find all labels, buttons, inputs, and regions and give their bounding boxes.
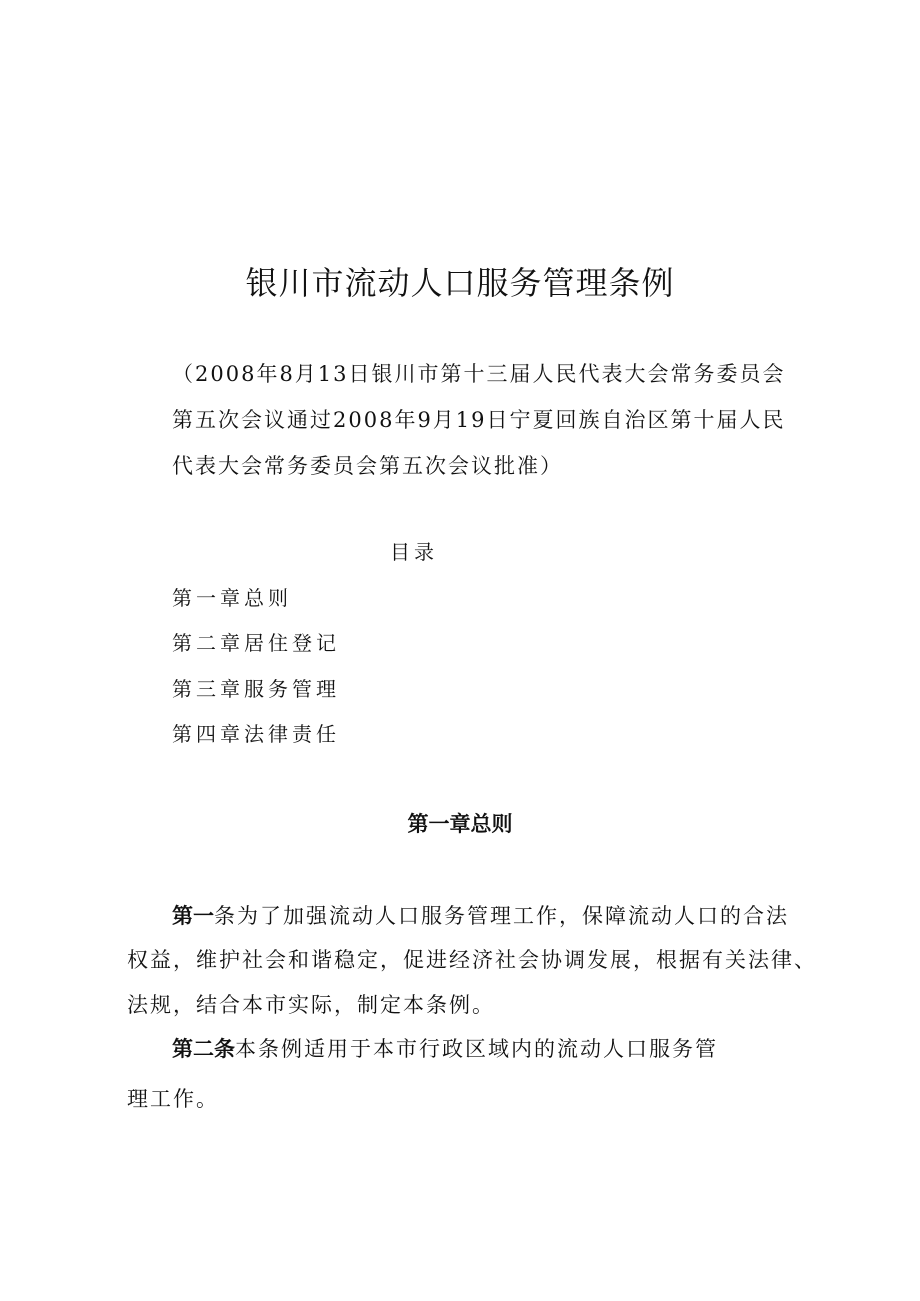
article-1-label: 第一 — [172, 904, 214, 928]
article-2-label: 第二条 — [172, 1037, 235, 1061]
article-1-line-1-text: 条为了加强流动人口服务管理工作，保障流动人口的合法 — [214, 904, 789, 928]
toc-item-chapter-3: 第三章服务管理 — [172, 677, 340, 701]
subtitle-line-1: （2008年8月13日银川市第十三届人民代表大会常务委员会 — [172, 362, 786, 386]
article-1-line-2: 权益，维护社会和谐稳定，促进经济社会协调发展，根据有关法律、 — [127, 948, 817, 972]
subtitle-line-3: 代表大会常务委员会第五次会议批准） — [172, 454, 563, 478]
document-title: 银川市流动人口服务管理条例 — [245, 264, 675, 302]
toc-item-chapter-1: 第一章总则 — [172, 586, 292, 610]
article-1-line-1 — [172, 900, 789, 930]
chapter-1-heading: 第一章总则 — [407, 812, 513, 836]
toc-item-chapter-2: 第二章居住登记 — [172, 631, 340, 655]
article-2-line-1 — [172, 1033, 718, 1063]
toc-heading: 目录 — [390, 540, 438, 564]
subtitle-line-2: 第五次会议通过2008年9月19日宁夏回族自治区第十届人民 — [172, 408, 786, 432]
article-2-line-1-text: 本条例适用于本市行政区域内的流动人口服务管 — [235, 1037, 718, 1061]
toc-item-chapter-4: 第四章法律责任 — [172, 722, 340, 746]
article-2-line-2: 理工作。 — [127, 1087, 219, 1111]
article-1-line-3: 法规，结合本市实际，制定本条例。 — [127, 993, 495, 1017]
